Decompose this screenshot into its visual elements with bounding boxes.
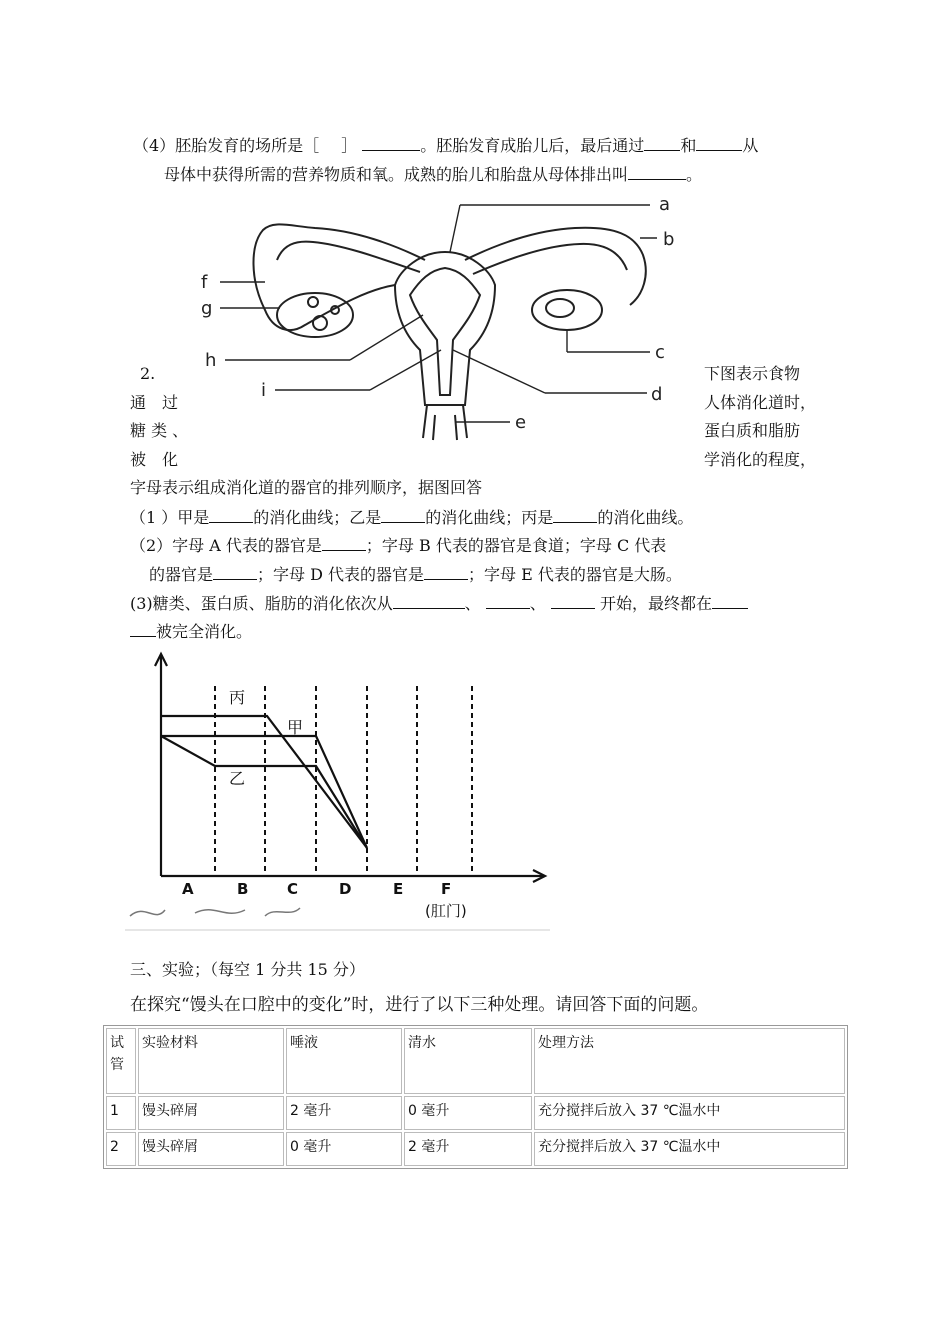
answer-blank[interactable] bbox=[644, 133, 680, 151]
table-cell: 1 bbox=[106, 1096, 136, 1130]
label-f: f bbox=[201, 272, 208, 293]
table-cell: 充分搅拌后放入 37 ℃温水中 bbox=[534, 1096, 845, 1130]
q2-text: 的消化曲线；丙是 bbox=[425, 508, 554, 527]
answer-blank[interactable] bbox=[322, 533, 366, 551]
x-tick-label: A bbox=[182, 880, 194, 898]
q2-text: ；字母 B 代表的器官是食道；字母 C 代表 bbox=[365, 536, 667, 555]
q2-line5: 字母表示组成消化道的器官的排列顺序，据图回答 bbox=[130, 478, 483, 497]
experiment-table bbox=[103, 1025, 848, 1169]
q2-text: 、 bbox=[529, 594, 546, 613]
q2-sub2b bbox=[149, 562, 682, 587]
header-cell: 唾液 bbox=[286, 1028, 402, 1094]
series-label: 甲 bbox=[287, 718, 304, 737]
header-cell: 实验材料 bbox=[138, 1028, 284, 1094]
q2-text: 被完全消化。 bbox=[156, 622, 253, 641]
series-label: 丙 bbox=[229, 688, 246, 707]
header-cell: 试管 bbox=[106, 1028, 136, 1094]
q4-text: 。胚胎发育成胎儿后，最后通过 bbox=[420, 136, 645, 155]
q4-text: 从 bbox=[742, 136, 759, 155]
q2-sub1 bbox=[130, 505, 693, 530]
q2-text: 、 bbox=[464, 594, 481, 613]
label-b: b bbox=[663, 229, 675, 250]
q2-text: 的器官是 bbox=[149, 565, 214, 584]
answer-blank[interactable] bbox=[393, 591, 465, 609]
q4-text: 母体中获得所需的营养物质和氧。成熟的胎儿和胎盘从母体排出叫 bbox=[164, 165, 629, 184]
series-label: 乙 bbox=[229, 769, 246, 788]
female-reproductive-diagram bbox=[195, 190, 690, 445]
q2-right-text: 蛋白质和脂肪 bbox=[704, 421, 801, 440]
answer-blank[interactable] bbox=[381, 505, 425, 523]
answer-blank[interactable] bbox=[553, 505, 597, 523]
section3-heading: 三、实验；（每空 1 分共 15 分） bbox=[130, 960, 365, 979]
x-end-label: (肛门) bbox=[425, 902, 467, 920]
table-cell: 2 bbox=[106, 1132, 136, 1166]
table-cell: 2 毫升 bbox=[286, 1096, 402, 1130]
q2-left-text: 糖 类 、 bbox=[130, 421, 189, 440]
q2-text: ；字母 D 代表的器官是 bbox=[257, 565, 425, 584]
x-tick-label: C bbox=[287, 880, 299, 898]
q2-right-text: 下图表示食物 bbox=[704, 364, 801, 383]
q2-text: 的消化曲线；乙是 bbox=[253, 508, 382, 527]
q2-right-text: 学消化的程度， bbox=[704, 450, 817, 469]
header-cell: 处理方法 bbox=[534, 1028, 845, 1094]
q4-line2 bbox=[164, 162, 702, 187]
q4-line1 bbox=[133, 133, 758, 158]
q2-sub2a bbox=[130, 533, 666, 558]
q2-number: 2. bbox=[140, 364, 156, 383]
answer-blank[interactable] bbox=[696, 133, 742, 151]
table-cell: 0 毫升 bbox=[404, 1096, 532, 1130]
q4-text: ］ bbox=[341, 136, 358, 155]
table-cell: 0 毫升 bbox=[286, 1132, 402, 1166]
q2-left-text: 通 过 bbox=[130, 393, 179, 412]
table-row bbox=[106, 1132, 845, 1166]
table-cell: 2 毫升 bbox=[404, 1132, 532, 1166]
label-e: e bbox=[515, 412, 527, 433]
x-tick-label: F bbox=[441, 880, 452, 898]
q4-text: 和 bbox=[680, 136, 697, 155]
answer-blank[interactable] bbox=[213, 562, 257, 580]
answer-blank[interactable] bbox=[712, 591, 748, 609]
q2-sub3b bbox=[130, 619, 252, 644]
scan-marks bbox=[130, 908, 300, 916]
label-a: a bbox=[659, 194, 671, 215]
q2-left-text: 被 化 bbox=[130, 450, 179, 469]
answer-blank[interactable] bbox=[209, 505, 253, 523]
label-g: g bbox=[201, 298, 213, 319]
label-i: i bbox=[261, 380, 267, 401]
q2-text: 的消化曲线。 bbox=[597, 508, 694, 527]
answer-blank[interactable] bbox=[424, 562, 468, 580]
q2-text: (3)糖类、蛋白质、脂肪的消化依次从 bbox=[130, 594, 393, 613]
q2-right-text: 人体消化道时， bbox=[704, 393, 817, 412]
q2-text: 开始，最终都在 bbox=[599, 594, 712, 613]
answer-blank[interactable] bbox=[551, 591, 595, 609]
x-tick-label: D bbox=[339, 880, 352, 898]
label-c: c bbox=[655, 342, 665, 363]
answer-blank[interactable] bbox=[362, 133, 420, 151]
answer-blank[interactable] bbox=[130, 619, 156, 637]
q2-text: （2）字母 A 代表的器官是 bbox=[130, 536, 322, 555]
label-h: h bbox=[205, 350, 217, 371]
table-row bbox=[106, 1096, 845, 1130]
answer-blank[interactable] bbox=[486, 591, 530, 609]
q2-text: （1 ）甲是 bbox=[130, 508, 210, 527]
q4-text: （4）胚胎发育的场所是［ bbox=[133, 136, 320, 155]
answer-blank[interactable] bbox=[628, 162, 686, 180]
q2-sub3a bbox=[130, 591, 748, 616]
section3-intro: 在探究“馒头在口腔中的变化”时，进行了以下三种处理。请回答下面的问题。 bbox=[130, 995, 709, 1015]
header-cell: 清水 bbox=[404, 1028, 532, 1094]
digestion-chart bbox=[125, 648, 555, 933]
table-cell: 馒头碎屑 bbox=[138, 1132, 284, 1166]
table-header-row bbox=[106, 1028, 845, 1094]
q4-text: 。 bbox=[686, 165, 703, 184]
table-cell: 馒头碎屑 bbox=[138, 1096, 284, 1130]
x-tick-label: B bbox=[237, 880, 249, 898]
q2-text: ；字母 E 代表的器官是大肠。 bbox=[468, 565, 682, 584]
x-tick-label: E bbox=[393, 880, 404, 898]
label-d: d bbox=[651, 384, 663, 405]
table-cell: 充分搅拌后放入 37 ℃温水中 bbox=[534, 1132, 845, 1166]
